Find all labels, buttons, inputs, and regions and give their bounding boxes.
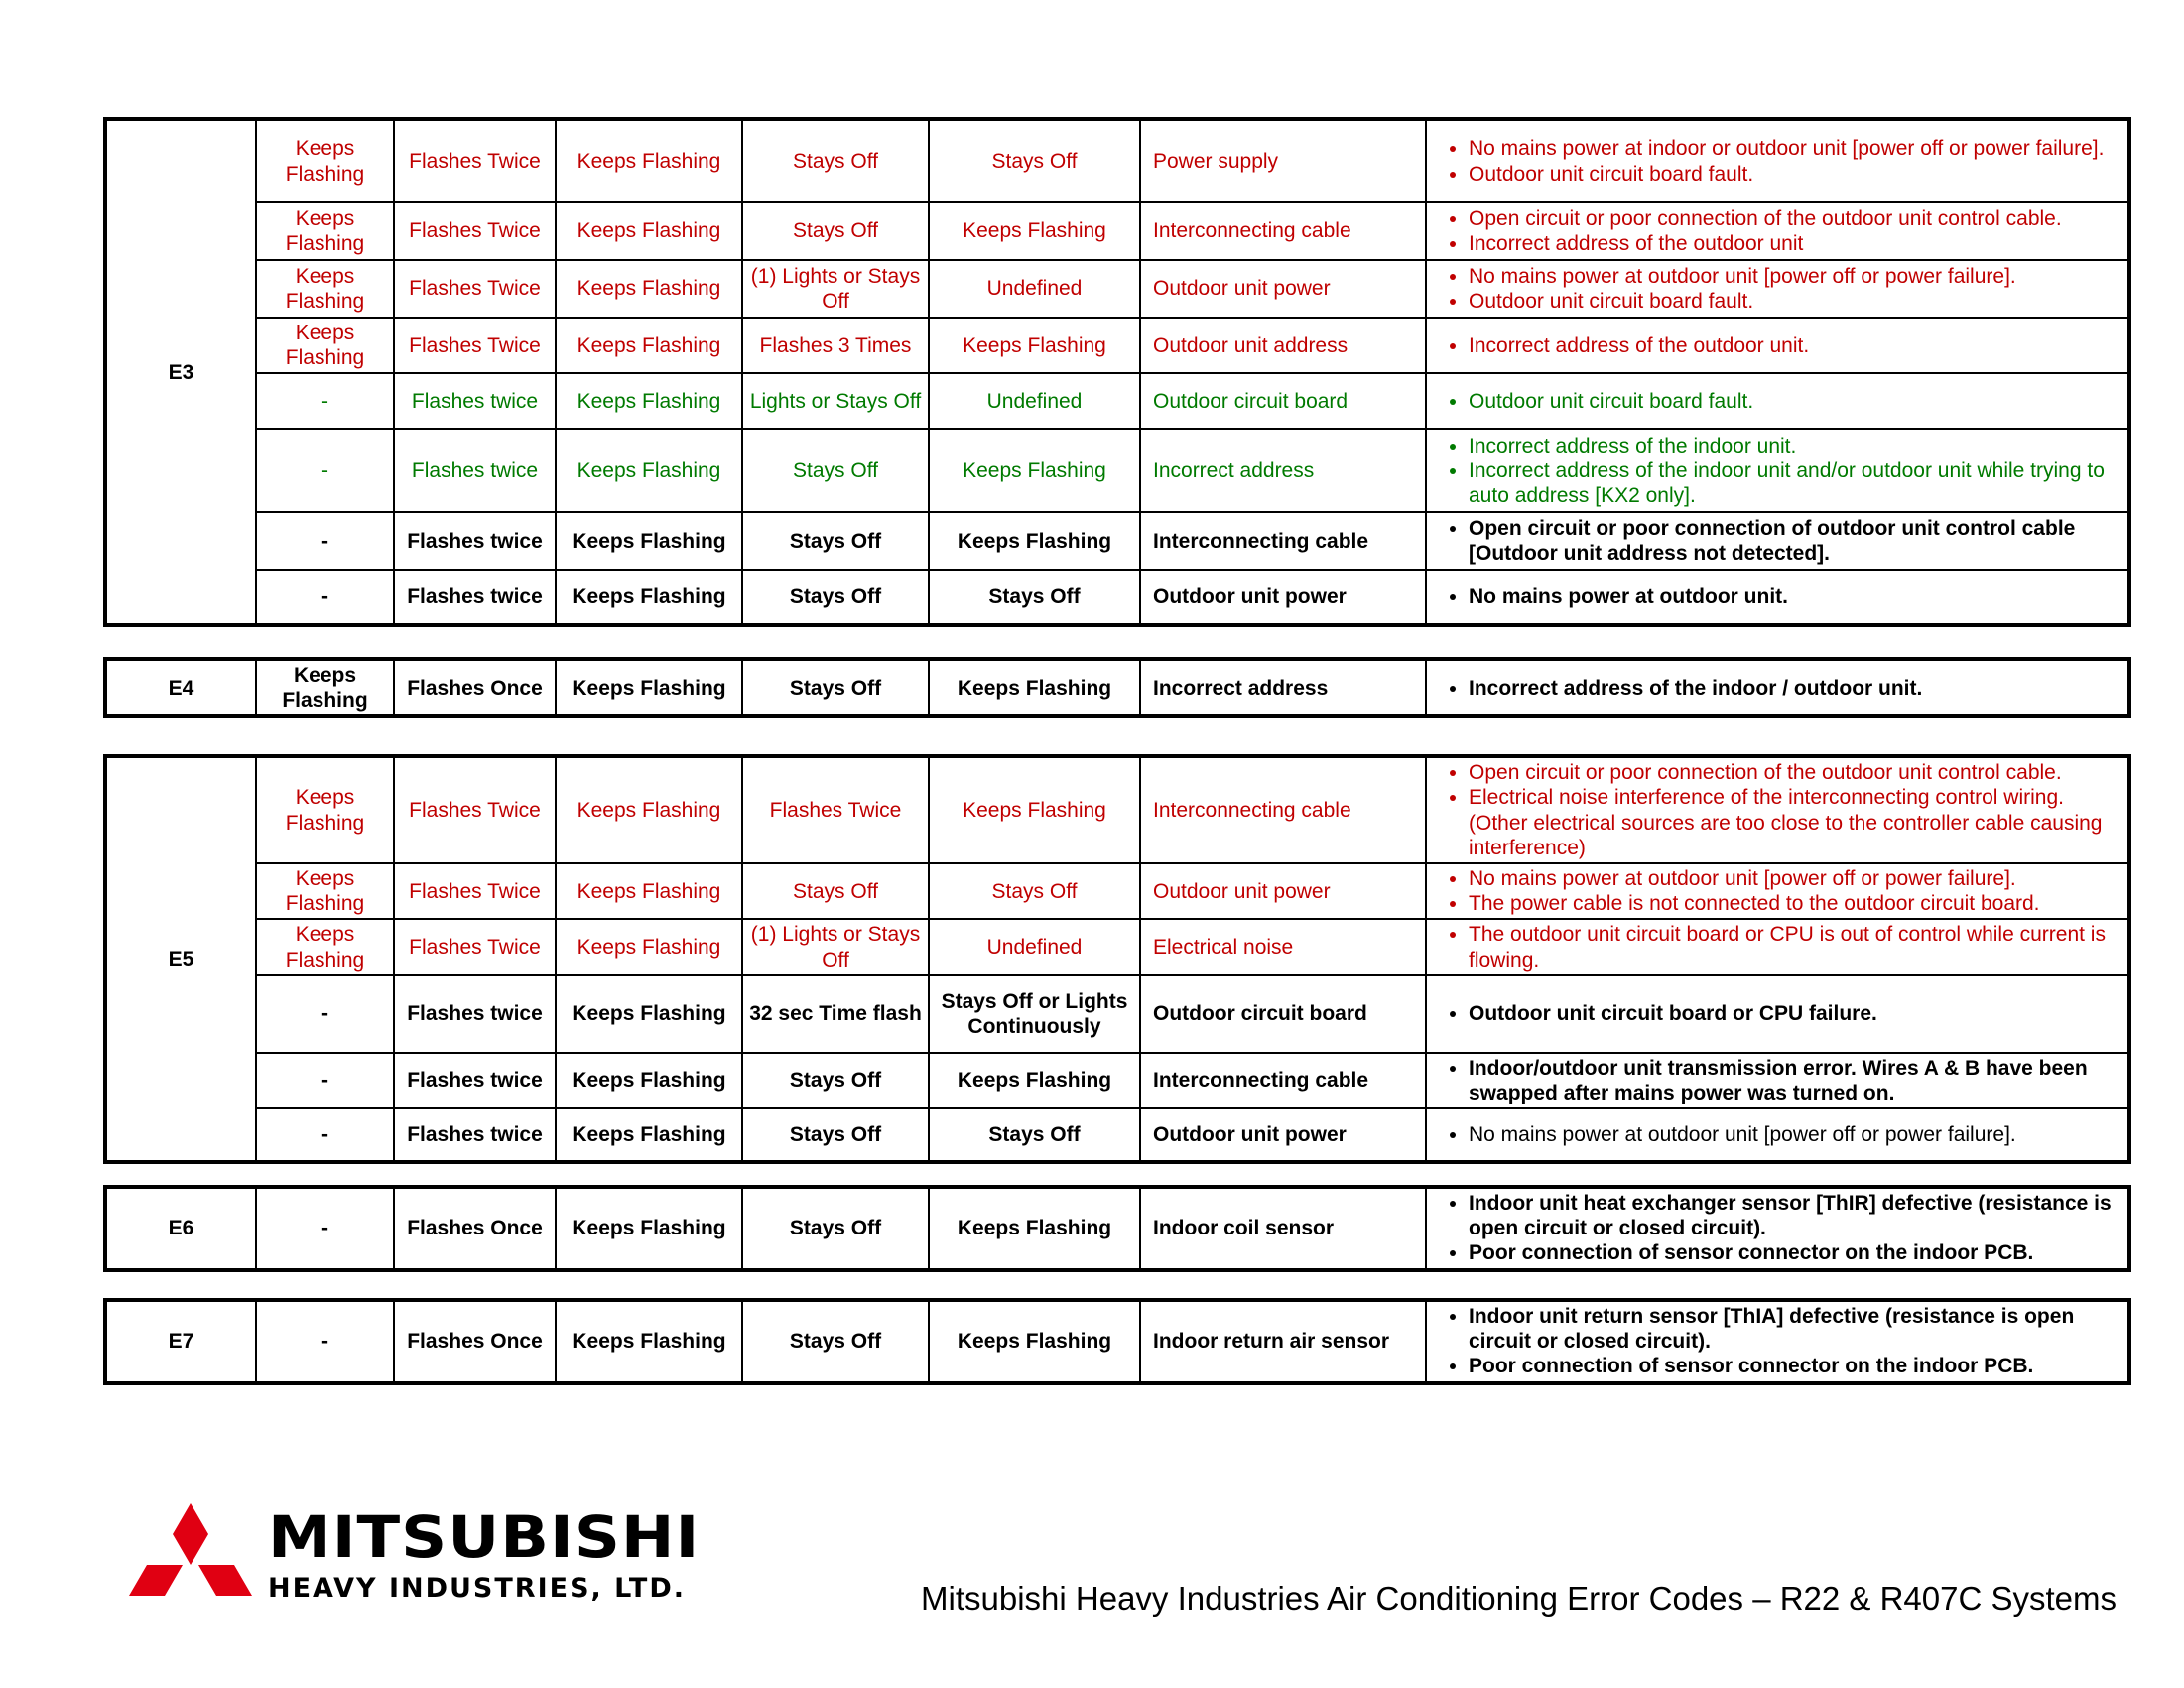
error-code: E4 — [105, 659, 256, 716]
cell-col4: Stays Off — [742, 1053, 929, 1108]
component-cell: Indoor coil sensor — [1140, 1187, 1426, 1270]
causes-cell — [1426, 429, 2129, 512]
cell-col5: Keeps Flashing — [929, 756, 1140, 863]
cell-col4: 32 sec Time flash — [742, 975, 929, 1053]
cause-item: • Indoor unit heat exchanger sensor [ThIR] defective (resistance is open circuit or closed circuit). — [1469, 1191, 2121, 1240]
cell-col1: Keeps Flashing — [256, 919, 394, 974]
cause-item: • No mains power at outdoor unit [power off or power failure]. — [1469, 1122, 2121, 1147]
error-table-e6 — [103, 1185, 2131, 1272]
error-code: E6 — [105, 1187, 256, 1270]
component-cell: Interconnecting cable — [1140, 1053, 1426, 1108]
cause-item: • No mains power at outdoor unit [power off or power failure]. — [1469, 264, 2121, 289]
cell-col2: Flashes Once — [394, 1300, 556, 1383]
cell-col1: - — [256, 1053, 394, 1108]
error-code: E3 — [105, 119, 256, 625]
cell-col5: Undefined — [929, 260, 1140, 318]
table-row — [105, 1053, 2129, 1108]
component-cell: Incorrect address — [1140, 659, 1426, 716]
cell-col3: Keeps Flashing — [556, 318, 742, 373]
cell-col3: Keeps Flashing — [556, 512, 742, 570]
cell-col4: Stays Off — [742, 1108, 929, 1162]
cause-item: • Incorrect address of the indoor unit. — [1469, 434, 2121, 458]
cell-col1: - — [256, 975, 394, 1053]
cell-col2: Flashes Twice — [394, 260, 556, 318]
component-cell: Interconnecting cable — [1140, 512, 1426, 570]
footer-title: Mitsubishi Heavy Industries Air Conditioning Error Codes – R22 & R407C Systems — [921, 1580, 2118, 1617]
cell-col1: Keeps Flashing — [256, 318, 394, 373]
table-row — [105, 659, 2129, 716]
component-cell: Outdoor unit power — [1140, 570, 1426, 625]
component-cell: Interconnecting cable — [1140, 756, 1426, 863]
causes-cell — [1426, 318, 2129, 373]
cell-col1: Keeps Flashing — [256, 202, 394, 260]
component-cell: Incorrect address — [1140, 429, 1426, 512]
table-row — [105, 975, 2129, 1053]
cell-col4: Flashes 3 Times — [742, 318, 929, 373]
cell-col1: Keeps Flashing — [256, 119, 394, 202]
cell-col5: Keeps Flashing — [929, 318, 1140, 373]
cell-col3: Keeps Flashing — [556, 202, 742, 260]
component-cell: Outdoor unit power — [1140, 863, 1426, 919]
cell-col2: Flashes Twice — [394, 919, 556, 974]
cell-col5: Stays Off — [929, 1108, 1140, 1162]
mitsubishi-logo — [129, 1503, 764, 1618]
cause-item: • No mains power at outdoor unit. — [1469, 584, 2121, 609]
table-row — [105, 570, 2129, 625]
logo-wordmark: MITSUBISHI — [268, 1505, 701, 1572]
cause-item: • Outdoor unit circuit board fault. — [1469, 389, 2121, 414]
cell-col1: Keeps Flashing — [256, 260, 394, 318]
cell-col4: Stays Off — [742, 863, 929, 919]
cause-item: • Electrical noise interference of the interconnecting control wiring. (Other electrical sources are too close to the controller cable causing interference) — [1469, 785, 2121, 860]
cell-col5: Keeps Flashing — [929, 1053, 1140, 1108]
cell-col2: Flashes twice — [394, 512, 556, 570]
table-row — [105, 373, 2129, 429]
cell-col5: Stays Off — [929, 119, 1140, 202]
cause-item: • Incorrect address of the indoor / outdoor unit. — [1469, 676, 2121, 701]
causes-cell — [1426, 570, 2129, 625]
cause-item: • The outdoor unit circuit board or CPU is out of control while current is flowing. — [1469, 922, 2121, 972]
cause-item: • Incorrect address of the outdoor unit. — [1469, 333, 2121, 358]
cell-col1: - — [256, 1300, 394, 1383]
component-cell: Outdoor unit power — [1140, 260, 1426, 318]
cell-col2: Flashes Twice — [394, 318, 556, 373]
causes-cell — [1426, 919, 2129, 974]
cell-col5: Stays Off — [929, 863, 1140, 919]
cause-item: • Poor connection of sensor connector on the indoor PCB. — [1469, 1354, 2121, 1378]
cell-col3: Keeps Flashing — [556, 1187, 742, 1270]
cell-col1: - — [256, 570, 394, 625]
error-table-e5 — [103, 754, 2131, 1164]
cell-col5: Stays Off or Lights Continuously — [929, 975, 1140, 1053]
table-row — [105, 919, 2129, 974]
causes-cell — [1426, 1300, 2129, 1383]
component-cell: Outdoor unit power — [1140, 1108, 1426, 1162]
cause-item: • Outdoor unit circuit board fault. — [1469, 162, 2121, 187]
cell-col1: Keeps Flashing — [256, 659, 394, 716]
component-cell: Indoor return air sensor — [1140, 1300, 1426, 1383]
causes-cell — [1426, 512, 2129, 570]
cell-col1: - — [256, 1187, 394, 1270]
cell-col5: Undefined — [929, 919, 1140, 974]
causes-cell — [1426, 1053, 2129, 1108]
cell-col1: - — [256, 373, 394, 429]
causes-cell — [1426, 260, 2129, 318]
cause-item: • Indoor/outdoor unit transmission error. Wires A & B have been swapped after mains power was turned on. — [1469, 1056, 2121, 1105]
component-cell: Power supply — [1140, 119, 1426, 202]
cell-col3: Keeps Flashing — [556, 1300, 742, 1383]
cell-col3: Keeps Flashing — [556, 659, 742, 716]
cell-col4: Lights or Stays Off — [742, 373, 929, 429]
causes-cell — [1426, 202, 2129, 260]
cell-col2: Flashes twice — [394, 429, 556, 512]
table-row — [105, 512, 2129, 570]
cell-col3: Keeps Flashing — [556, 756, 742, 863]
cause-item: • Indoor unit return sensor [ThIA] defective (resistance is open circuit or closed circuit). — [1469, 1304, 2121, 1354]
component-cell: Outdoor unit address — [1140, 318, 1426, 373]
cell-col4: Stays Off — [742, 1300, 929, 1383]
causes-cell — [1426, 1187, 2129, 1270]
cell-col4: (1) Lights or Stays Off — [742, 260, 929, 318]
component-cell: Electrical noise — [1140, 919, 1426, 974]
cell-col3: Keeps Flashing — [556, 429, 742, 512]
cell-col3: Keeps Flashing — [556, 260, 742, 318]
cell-col2: Flashes twice — [394, 1053, 556, 1108]
cause-item: • Outdoor unit circuit board or CPU failure. — [1469, 1001, 2121, 1026]
cell-col5: Keeps Flashing — [929, 1300, 1140, 1383]
error-table-e7 — [103, 1298, 2131, 1385]
cell-col3: Keeps Flashing — [556, 1053, 742, 1108]
cause-item: • Incorrect address of the outdoor unit — [1469, 231, 2121, 256]
cell-col5: Keeps Flashing — [929, 429, 1140, 512]
cause-item: • The power cable is not connected to the outdoor circuit board. — [1469, 891, 2121, 916]
causes-cell — [1426, 756, 2129, 863]
cause-item: • Incorrect address of the indoor unit and/or outdoor unit while trying to auto address [KX2 only]. — [1469, 458, 2121, 508]
table-row — [105, 1300, 2129, 1383]
cell-col4: Stays Off — [742, 202, 929, 260]
cell-col4: Stays Off — [742, 659, 929, 716]
table-row — [105, 429, 2129, 512]
logo-subtitle: HEAVY INDUSTRIES, LTD. — [268, 1573, 686, 1604]
cell-col5: Stays Off — [929, 570, 1140, 625]
cell-col2: Flashes twice — [394, 373, 556, 429]
cell-col2: Flashes Once — [394, 659, 556, 716]
error-code: E5 — [105, 756, 256, 1162]
cell-col2: Flashes Twice — [394, 202, 556, 260]
cause-item: • Poor connection of sensor connector on the indoor PCB. — [1469, 1240, 2121, 1265]
cell-col2: Flashes Twice — [394, 756, 556, 863]
cell-col3: Keeps Flashing — [556, 1108, 742, 1162]
component-cell: Outdoor circuit board — [1140, 975, 1426, 1053]
cause-item: • No mains power at outdoor unit [power off or power failure]. — [1469, 866, 2121, 891]
cell-col2: Flashes twice — [394, 1108, 556, 1162]
table-row — [105, 1187, 2129, 1270]
cell-col5: Keeps Flashing — [929, 202, 1140, 260]
cell-col2: Flashes twice — [394, 975, 556, 1053]
three-diamonds-icon — [129, 1503, 258, 1618]
cell-col4: (1) Lights or Stays Off — [742, 919, 929, 974]
table-row — [105, 260, 2129, 318]
error-table-e3 — [103, 117, 2131, 627]
cell-col4: Stays Off — [742, 119, 929, 202]
causes-cell — [1426, 863, 2129, 919]
cause-item: • Open circuit or poor connection of the outdoor unit control cable. — [1469, 760, 2121, 785]
causes-cell — [1426, 373, 2129, 429]
table-row — [105, 202, 2129, 260]
cell-col3: Keeps Flashing — [556, 373, 742, 429]
cell-col2: Flashes Twice — [394, 119, 556, 202]
cell-col3: Keeps Flashing — [556, 975, 742, 1053]
cell-col4: Stays Off — [742, 1187, 929, 1270]
cause-item: • Outdoor unit circuit board fault. — [1469, 289, 2121, 314]
cell-col2: Flashes Once — [394, 1187, 556, 1270]
cell-col1: - — [256, 429, 394, 512]
table-row — [105, 756, 2129, 863]
cell-col5: Keeps Flashing — [929, 512, 1140, 570]
component-cell: Outdoor circuit board — [1140, 373, 1426, 429]
table-row — [105, 318, 2129, 373]
cell-col4: Flashes Twice — [742, 756, 929, 863]
cell-col3: Keeps Flashing — [556, 119, 742, 202]
causes-cell — [1426, 975, 2129, 1053]
cause-item: • No mains power at indoor or outdoor unit [power off or power failure]. — [1469, 136, 2121, 161]
cell-col3: Keeps Flashing — [556, 919, 742, 974]
cell-col2: Flashes twice — [394, 570, 556, 625]
causes-cell — [1426, 659, 2129, 716]
cell-col2: Flashes Twice — [394, 863, 556, 919]
cause-item: • Open circuit or poor connection of outdoor unit control cable [Outdoor unit address not detected]. — [1469, 516, 2121, 566]
cell-col4: Stays Off — [742, 512, 929, 570]
cell-col5: Undefined — [929, 373, 1140, 429]
error-code: E7 — [105, 1300, 256, 1383]
causes-cell — [1426, 1108, 2129, 1162]
error-table-e4 — [103, 657, 2131, 718]
component-cell: Interconnecting cable — [1140, 202, 1426, 260]
cell-col4: Stays Off — [742, 570, 929, 625]
cell-col1: - — [256, 1108, 394, 1162]
table-row — [105, 1108, 2129, 1162]
cell-col5: Keeps Flashing — [929, 659, 1140, 716]
cell-col3: Keeps Flashing — [556, 863, 742, 919]
table-row — [105, 863, 2129, 919]
cell-col1: Keeps Flashing — [256, 756, 394, 863]
cell-col1: - — [256, 512, 394, 570]
table-row — [105, 119, 2129, 202]
causes-cell — [1426, 119, 2129, 202]
cause-item: • Open circuit or poor connection of the outdoor unit control cable. — [1469, 206, 2121, 231]
cell-col4: Stays Off — [742, 429, 929, 512]
cell-col1: Keeps Flashing — [256, 863, 394, 919]
cell-col5: Keeps Flashing — [929, 1187, 1140, 1270]
cell-col3: Keeps Flashing — [556, 570, 742, 625]
